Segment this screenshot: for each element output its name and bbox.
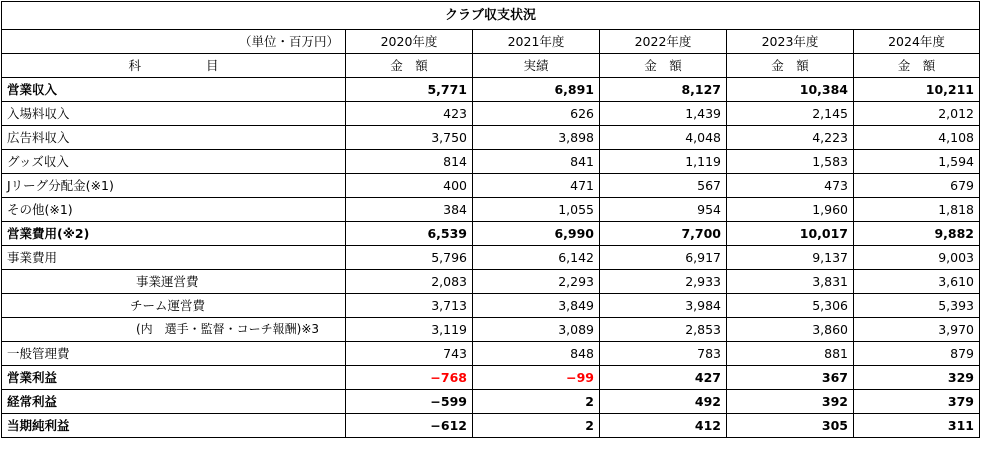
- year-header-row: [2, 30, 980, 54]
- row-label: その他(※1): [2, 198, 346, 222]
- row-label: 広告料収入: [2, 126, 346, 150]
- cell-value: 329: [854, 366, 980, 390]
- cell-value: 473: [727, 174, 854, 198]
- cell-value: 3,750: [346, 126, 473, 150]
- cell-value: 2,293: [473, 270, 600, 294]
- cell-value: 679: [854, 174, 980, 198]
- actual-header: 実績: [473, 54, 600, 78]
- cell-value: 4,108: [854, 126, 980, 150]
- cell-value: 6,539: [346, 222, 473, 246]
- cell-value: 3,119: [346, 318, 473, 342]
- cell-value: 3,713: [346, 294, 473, 318]
- cell-value: 311: [854, 414, 980, 438]
- cell-value: 1,818: [854, 198, 980, 222]
- type-header-row: [2, 54, 980, 78]
- cell-value: 3,984: [600, 294, 727, 318]
- year-header: 2024年度: [854, 30, 980, 54]
- row-label: 経常利益: [2, 390, 346, 414]
- amount-header: 金 額: [854, 54, 980, 78]
- cell-value: 471: [473, 174, 600, 198]
- cell-value-negative: −99: [473, 366, 600, 390]
- cell-value: 5,771: [346, 78, 473, 102]
- cell-value: 392: [727, 390, 854, 414]
- cell-value: 412: [600, 414, 727, 438]
- cell-value: 626: [473, 102, 600, 126]
- amount-header: 金 額: [600, 54, 727, 78]
- cell-value: 848: [473, 342, 600, 366]
- cell-value: 9,882: [854, 222, 980, 246]
- row-label: 事業費用: [2, 246, 346, 270]
- cell-value: 1,119: [600, 150, 727, 174]
- amount-header: 金 額: [346, 54, 473, 78]
- cell-value: 4,223: [727, 126, 854, 150]
- cell-value: −612: [346, 414, 473, 438]
- unit-label: （単位・百万円）: [2, 30, 346, 54]
- cell-value: 2,933: [600, 270, 727, 294]
- cell-value: 881: [727, 342, 854, 366]
- cell-value: 743: [346, 342, 473, 366]
- cell-value: 2,145: [727, 102, 854, 126]
- cell-value: 879: [854, 342, 980, 366]
- cell-value: 367: [727, 366, 854, 390]
- row-team-cost: [2, 294, 980, 318]
- cell-value: 3,849: [473, 294, 600, 318]
- cell-value: 783: [600, 342, 727, 366]
- cell-value: 384: [346, 198, 473, 222]
- row-business-expenses: [2, 246, 980, 270]
- row-operating-revenue: [2, 78, 980, 102]
- cell-value: 9,003: [854, 246, 980, 270]
- cell-value: 1,583: [727, 150, 854, 174]
- cell-value: 1,055: [473, 198, 600, 222]
- cell-value-negative: −768: [346, 366, 473, 390]
- cell-value: 2,012: [854, 102, 980, 126]
- cell-value: −599: [346, 390, 473, 414]
- row-label: 営業利益: [2, 366, 346, 390]
- year-header: 2021年度: [473, 30, 600, 54]
- year-header: 2022年度: [600, 30, 727, 54]
- row-player-compensation: [2, 318, 980, 342]
- cell-value: 492: [600, 390, 727, 414]
- cell-value: 1,439: [600, 102, 727, 126]
- row-label: 入場料収入: [2, 102, 346, 126]
- cell-value: 8,127: [600, 78, 727, 102]
- cell-value: 6,142: [473, 246, 600, 270]
- cell-value: 10,384: [727, 78, 854, 102]
- cell-value: 954: [600, 198, 727, 222]
- row-label: 営業費用(※2): [2, 222, 346, 246]
- row-net-profit: [2, 414, 980, 438]
- row-label: 当期純利益: [2, 414, 346, 438]
- row-label: 事業運営費: [2, 270, 346, 294]
- cell-value: 1,594: [854, 150, 980, 174]
- row-label: 営業収入: [2, 78, 346, 102]
- cell-value: 5,796: [346, 246, 473, 270]
- row-label: 一般管理費: [2, 342, 346, 366]
- cell-value: 427: [600, 366, 727, 390]
- cell-value: 3,898: [473, 126, 600, 150]
- cell-value: 3,610: [854, 270, 980, 294]
- amount-header: 金 額: [727, 54, 854, 78]
- cell-value: 2: [473, 414, 600, 438]
- cell-value: 4,048: [600, 126, 727, 150]
- row-label: グッズ収入: [2, 150, 346, 174]
- cell-value: 6,891: [473, 78, 600, 102]
- row-operations-cost: [2, 270, 980, 294]
- cell-value: 10,211: [854, 78, 980, 102]
- cell-value: 841: [473, 150, 600, 174]
- cell-value: 7,700: [600, 222, 727, 246]
- cell-value: 6,990: [473, 222, 600, 246]
- item-header: 科 目: [2, 54, 346, 78]
- cell-value: 3,089: [473, 318, 600, 342]
- cell-value: 3,860: [727, 318, 854, 342]
- cell-value: 6,917: [600, 246, 727, 270]
- row-advertising-revenue: [2, 126, 980, 150]
- year-header: 2020年度: [346, 30, 473, 54]
- cell-value: 400: [346, 174, 473, 198]
- cell-value: 2,083: [346, 270, 473, 294]
- cell-value: 9,137: [727, 246, 854, 270]
- cell-value: 10,017: [727, 222, 854, 246]
- cell-value: 2,853: [600, 318, 727, 342]
- cell-value: 2: [473, 390, 600, 414]
- cell-value: 3,831: [727, 270, 854, 294]
- cell-value: 3,970: [854, 318, 980, 342]
- row-label: Jリーグ分配金(※1): [2, 174, 346, 198]
- cell-value: 379: [854, 390, 980, 414]
- row-operating-profit: [2, 366, 980, 390]
- row-other-revenue: [2, 198, 980, 222]
- row-ordinary-profit: [2, 390, 980, 414]
- row-label: (内 選手・監督・コーチ報酬)※3: [2, 318, 346, 342]
- cell-value: 5,393: [854, 294, 980, 318]
- row-label: チーム運営費: [2, 294, 346, 318]
- cell-value: 305: [727, 414, 854, 438]
- year-header: 2023年度: [727, 30, 854, 54]
- row-jleague-distribution: [2, 174, 980, 198]
- row-admission-revenue: [2, 102, 980, 126]
- cell-value: 5,306: [727, 294, 854, 318]
- cell-value: 1,960: [727, 198, 854, 222]
- row-general-admin: [2, 342, 980, 366]
- club-finance-table: [1, 1, 980, 438]
- cell-value: 567: [600, 174, 727, 198]
- row-goods-revenue: [2, 150, 980, 174]
- cell-value: 814: [346, 150, 473, 174]
- table-title: クラブ収支状況: [2, 2, 980, 30]
- row-operating-expenses: [2, 222, 980, 246]
- cell-value: 423: [346, 102, 473, 126]
